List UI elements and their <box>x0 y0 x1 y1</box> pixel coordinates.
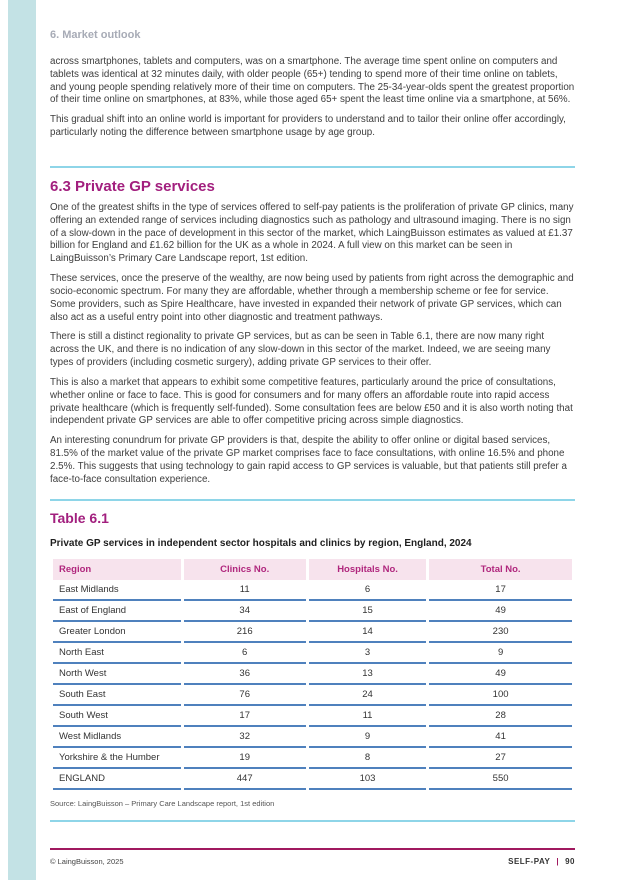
footer-copyright: © LaingBuisson, 2025 <box>50 857 124 866</box>
table-row <box>53 727 572 748</box>
table-row <box>53 601 572 622</box>
region-cell: East Midlands <box>53 580 181 601</box>
region-cell: West Midlands <box>53 727 181 748</box>
table-row-england-total <box>53 769 572 790</box>
table-header-row <box>53 559 572 580</box>
footer-page-number: 90 <box>565 857 575 866</box>
table-row <box>53 643 572 664</box>
clinics-cell: 17 <box>184 706 306 727</box>
table-section-divider <box>50 499 575 501</box>
section-paragraph: These services, once the preserve of the wealthy, are now being used by patients from right across the demographic and socio-economic spectrum. For many they are affordable, whether through a membership scheme or fee for service. Some providers, such as Spire Healthcare, have invested in expanded their network of private GP services, which can also act as a useful entry point into other diagnostic and treatment pathways. <box>50 273 574 323</box>
region-cell: Yorkshire & the Humber <box>53 748 181 769</box>
total-cell: 9 <box>429 643 572 664</box>
total-cell: 28 <box>429 706 572 727</box>
region-cell: ENGLAND <box>53 769 181 790</box>
table-row <box>53 685 572 706</box>
page-content <box>50 0 575 822</box>
section-heading: 6.3 Private GP services <box>50 177 215 195</box>
intro-section <box>50 56 575 140</box>
running-header: 6. Market outlook <box>50 29 141 41</box>
section-paragraph: One of the greatest shifts in the type of services offered to self-pay patients is the proliferation of private GP clinics, many offering an extended range of services including diagnostics such as pathology and ultrasound imaging. There is no sign of a slow-down in the pace of development in this sector of the market, which LaingBuisson estimates as valued at £1.37 billion for England and £1.62 billion for the UK as a whole in 2024. A full view on this market can be seen in LaingBuisson’s Primary Care Landscape report, 1st edition. <box>50 201 574 265</box>
total-cell: 17 <box>429 580 572 601</box>
clinics-cell: 216 <box>184 622 306 643</box>
clinics-cell: 76 <box>184 685 306 706</box>
total-cell: 41 <box>429 727 572 748</box>
region-cell: South West <box>53 706 181 727</box>
section-body <box>50 202 575 487</box>
hospitals-cell: 3 <box>309 643 426 664</box>
hospitals-cell: 8 <box>309 748 426 769</box>
table-subtitle: Private GP services in independent sector hospitals and clinics by region, England, 2024 <box>50 537 472 549</box>
hospitals-cell: 11 <box>309 706 426 727</box>
clinics-cell: 19 <box>184 748 306 769</box>
page-footer <box>50 848 575 866</box>
region-data-table <box>50 559 575 790</box>
clinics-cell: 447 <box>184 769 306 790</box>
page-edge-teal-bar <box>8 0 36 880</box>
hospitals-cell: 6 <box>309 580 426 601</box>
footer-pagination <box>508 857 575 866</box>
section-paragraph: This is also a market that appears to exhibit some competitive features, particularly around the price of consultations, whether online or face to face. This is good for consumers and for many offers an affordable route into rapid access private healthcare (which is frequently self-funded). Some consultation fees are below £50 and it is also worth noting that independent private GP services are able to offer competitive pricing across simple diagnostics. <box>50 376 573 427</box>
region-cell: North East <box>53 643 181 664</box>
section-paragraph: An interesting conundrum for private GP providers is that, despite the ability to offer online or digital based services, 81.5% of the market value of the private GP market comprises face to face consultations, with online 16.5% and phone 2.5%. This suggests that using technology to gain rapid access to GP services is valuable, but that patients still prefer a face-to-face consultation experience. <box>50 435 567 485</box>
hospitals-cell: 24 <box>309 685 426 706</box>
section-paragraph: There is still a distinct regionality to private GP services, but as can be seen in Table 6.1, there are now many right across the UK, and there is no indication of any slow-down in this sector of the market. Indeed, we are seeing many types of providers (including cosmetic surgery), adding private GP services to their offer. <box>50 331 551 369</box>
clinics-cell: 34 <box>184 601 306 622</box>
table-row <box>53 748 572 769</box>
total-cell: 550 <box>429 769 572 790</box>
column-header-total: Total No. <box>429 559 572 580</box>
clinics-cell: 36 <box>184 664 306 685</box>
total-cell: 230 <box>429 622 572 643</box>
total-cell: 49 <box>429 664 572 685</box>
table-heading: Table 6.1 <box>50 509 109 526</box>
region-cell: Greater London <box>53 622 181 643</box>
section-divider <box>50 166 575 168</box>
region-cell: East of England <box>53 601 181 622</box>
table-source-note: Source: LaingBuisson – Primary Care Landscape report, 1st edition <box>50 798 275 808</box>
footer-report-name: SELF-PAY <box>508 857 551 866</box>
bottom-divider <box>50 820 575 822</box>
total-cell: 49 <box>429 601 572 622</box>
region-cell: South East <box>53 685 181 706</box>
clinics-cell: 6 <box>184 643 306 664</box>
clinics-cell: 11 <box>184 580 306 601</box>
column-header-region: Region <box>53 559 181 580</box>
clinics-cell: 32 <box>184 727 306 748</box>
intro-paragraph: This gradual shift into an online world is important for providers to understand and to tailor their online offer accordingly, particularly noting the difference between smartphone usage by age group. <box>50 114 566 139</box>
column-header-hospitals: Hospitals No. <box>309 559 426 580</box>
hospitals-cell: 14 <box>309 622 426 643</box>
column-header-clinics: Clinics No. <box>184 559 306 580</box>
table-row <box>53 706 572 727</box>
hospitals-cell: 13 <box>309 664 426 685</box>
region-cell: North West <box>53 664 181 685</box>
total-cell: 100 <box>429 685 572 706</box>
footer-separator: | <box>556 857 560 866</box>
table-row <box>53 664 572 685</box>
table-row <box>53 622 572 643</box>
hospitals-cell: 15 <box>309 601 426 622</box>
total-cell: 27 <box>429 748 572 769</box>
hospitals-cell: 103 <box>309 769 426 790</box>
table-row <box>53 580 572 601</box>
hospitals-cell: 9 <box>309 727 426 748</box>
intro-paragraph: across smartphones, tablets and computers, was on a smartphone. The average time spent online on computers and tablets was identical at 32 minutes daily, with older people (65+) tending to spend more of their time online on tablets, and young people spending relatively more of their time on computers. The 25-34-year-olds spent the greatest proportion of their time online on smartphones, at 83%, while those aged 65+ spent the least time online via a smartphone, at 56%. <box>50 56 575 106</box>
footer-rule <box>50 848 575 850</box>
